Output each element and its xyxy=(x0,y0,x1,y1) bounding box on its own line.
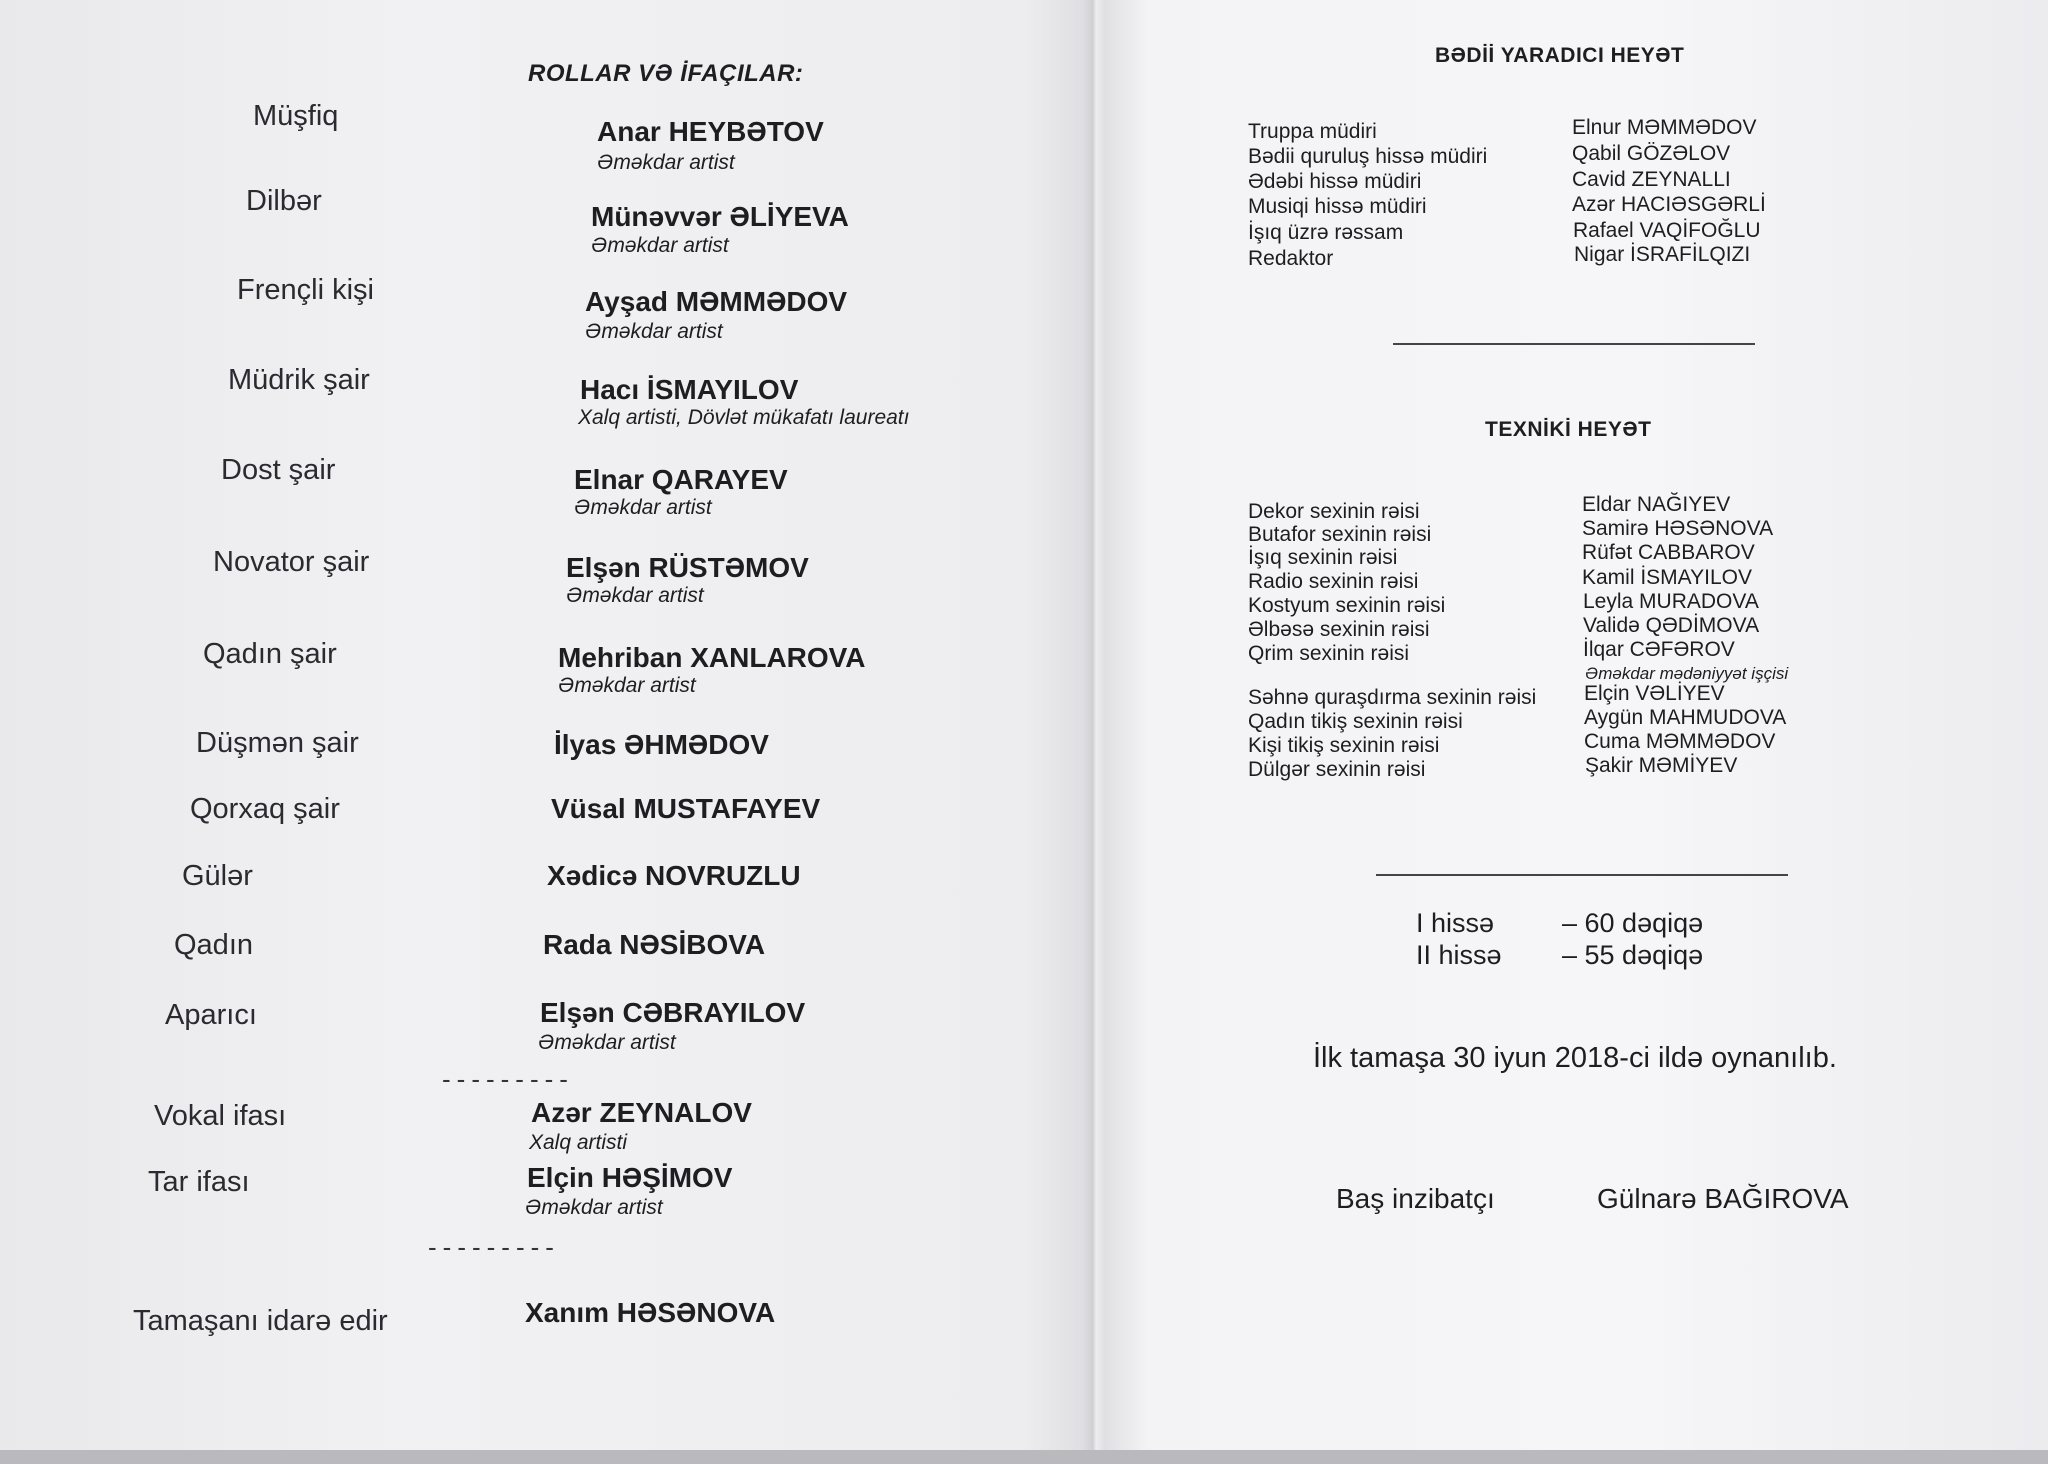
staff-row xyxy=(1110,245,2048,271)
staff-row xyxy=(1110,754,2048,784)
performer-title: Əməkdar artist xyxy=(558,674,696,697)
performer-name: Elşən CƏBRAYILOV xyxy=(540,997,806,1028)
staff-name: İlqar CƏFƏROV xyxy=(1583,638,1735,661)
technical-team-heading: TEXNİKİ HEYƏT xyxy=(1485,418,1652,441)
cast-row xyxy=(0,185,1080,255)
role-name: Qadın xyxy=(174,929,253,961)
staff-row xyxy=(1110,168,2048,194)
admin-role: Baş inzibatçı xyxy=(1336,1183,1495,1214)
cast-row xyxy=(0,793,1080,863)
staff-name: Aygün MAHMUDOVA xyxy=(1584,706,1787,729)
performer-name: Xədicə NOVRUZLU xyxy=(547,860,801,891)
staff-row xyxy=(1110,219,2048,245)
staff-position: Kişi tikiş sexinin rəisi xyxy=(1248,734,1440,757)
section-divider xyxy=(1376,874,1788,876)
admin-name: Gülnarə BAĞIROVA xyxy=(1597,1183,1849,1214)
staff-position: Kostyum sexinin rəisi xyxy=(1248,594,1446,617)
performer-name: Mehriban XANLAROVA xyxy=(558,642,866,673)
performer-name: Hacı İSMAYILOV xyxy=(580,374,799,405)
performer-name: Elşən RÜSTƏMOV xyxy=(566,552,809,583)
cast-row xyxy=(0,638,1080,708)
duration-part: II hissə xyxy=(1416,940,1502,970)
staff-name: Nigar İSRAFİLQIZI xyxy=(1574,243,1751,266)
staff-row xyxy=(1110,143,2048,169)
staff-row xyxy=(1110,682,2048,712)
staff-position: Redaktor xyxy=(1248,247,1334,270)
performer-name: Azər ZEYNALOV xyxy=(531,1097,752,1128)
staff-name: Qabil GÖZƏLOV xyxy=(1572,142,1731,165)
staff-name: Azər HACIƏSGƏRLİ xyxy=(1572,193,1766,216)
performer-name: İlyas ƏHMƏDOV xyxy=(554,729,769,760)
dashed-separator: --------- xyxy=(442,1064,574,1094)
music-row xyxy=(0,1097,1080,1170)
staff-name: Elnur MƏMMƏDOV xyxy=(1572,116,1757,139)
performer-title: Əməkdar artist xyxy=(525,1196,663,1219)
role-name: Frençli kişi xyxy=(237,274,374,306)
cast-row xyxy=(0,546,1080,616)
role-name: Aparıcı xyxy=(165,999,257,1031)
staff-row xyxy=(1110,638,2048,668)
staff-position: Qadın tikiş sexinin rəisi xyxy=(1248,710,1463,733)
performer-title: Əməkdar artist xyxy=(591,234,729,257)
staff-name: Leyla MURADOVA xyxy=(1583,590,1759,613)
staff-position: Musiqi hissə müdiri xyxy=(1248,195,1427,218)
staff-row xyxy=(1110,614,2048,644)
staff-position: Səhnə quraşdırma sexinin rəisi xyxy=(1248,686,1537,709)
staff-row xyxy=(1110,517,2048,548)
staff-position: İşıq sexinin rəisi xyxy=(1248,546,1398,569)
role-name: Dost şair xyxy=(221,454,336,486)
staff-name: Rafael VAQİFOĞLU xyxy=(1573,219,1761,242)
music-row xyxy=(0,1162,1080,1236)
cast-row xyxy=(0,100,1080,174)
staff-name: Validə QƏDİMOVA xyxy=(1583,614,1760,637)
cast-row xyxy=(0,860,1080,930)
role-name: Tamaşanı idarə edir xyxy=(133,1305,388,1337)
staff-position: İşıq üzrə rəssam xyxy=(1248,221,1404,244)
performer-title: Əməkdar artist xyxy=(538,1031,676,1054)
staff-position: Əlbəsə sexinin rəisi xyxy=(1248,618,1430,641)
staff-position: Dülgər sexinin rəisi xyxy=(1248,758,1426,781)
page-fold xyxy=(1083,0,1105,1464)
cast-row xyxy=(0,274,1080,344)
duration-value: – 55 dəqiqə xyxy=(1562,940,1704,970)
performer-name: Elçin HƏŞİMOV xyxy=(527,1162,733,1193)
performer-name: Xanım HƏSƏNOVA xyxy=(525,1297,776,1328)
staff-position: Ədəbi hissə müdiri xyxy=(1248,170,1422,193)
cast-row xyxy=(0,727,1080,797)
role-name: Düşmən şair xyxy=(196,727,359,759)
staff-name: Rüfət CABBAROV xyxy=(1582,541,1755,564)
cast-row xyxy=(0,999,1080,1069)
cast-row xyxy=(0,364,1080,434)
performer-name: Rada NƏSİBOVA xyxy=(543,929,766,960)
crew-page xyxy=(1110,0,2048,1464)
section-divider xyxy=(1393,343,1755,345)
staff-position: Dekor sexinin rəisi xyxy=(1248,500,1420,523)
performer-title: Xalq artisti, Dövlət mükafatı laureatı xyxy=(578,406,910,429)
staff-name: Eldar NAĞIYEV xyxy=(1582,493,1731,516)
performer-name: Elnar QARAYEV xyxy=(574,464,788,495)
staff-name: Kamil İSMAYILOV xyxy=(1582,566,1752,589)
role-name: Dilbər xyxy=(246,185,322,217)
staff-position: Radio sexinin rəisi xyxy=(1248,570,1419,593)
staff-row xyxy=(1110,730,2048,760)
role-name: Qadın şair xyxy=(203,638,337,670)
cast-row xyxy=(0,929,1080,999)
staff-row xyxy=(1110,706,2048,736)
role-name: Vokal ifası xyxy=(154,1100,287,1132)
role-name: Novator şair xyxy=(213,546,370,578)
performer-title: Əməkdar artist xyxy=(574,496,712,519)
performer-title: Əməkdar artist xyxy=(597,151,735,174)
staff-row xyxy=(1110,541,2048,572)
staff-name: Şakir MƏMİYEV xyxy=(1585,754,1738,777)
cast-row xyxy=(0,454,1080,524)
staff-row xyxy=(1110,493,2048,524)
staff-row xyxy=(1110,590,2048,620)
cast-heading: ROLLAR VƏ İFAÇILAR: xyxy=(528,60,804,87)
role-name: Qorxaq şair xyxy=(190,793,340,825)
staff-row xyxy=(1110,193,2048,219)
performer-name: Vüsal MUSTAFAYEV xyxy=(551,793,821,824)
staff-position: Bədii quruluş hissə müdiri xyxy=(1248,145,1488,168)
role-name: Gülər xyxy=(182,860,253,892)
duration-part: I hissə xyxy=(1416,908,1495,938)
staff-note: Əməkdar mədəniyyət işçisi xyxy=(1585,664,1789,683)
performer-name: Ayşad MƏMMƏDOV xyxy=(585,286,848,317)
staff-name: Cuma MƏMMƏDOV xyxy=(1584,730,1776,753)
staff-name: Samirə HƏSƏNOVA xyxy=(1582,517,1774,540)
performer-title: Əməkdar artist xyxy=(585,320,723,343)
duration-value: – 60 dəqiqə xyxy=(1562,908,1704,938)
staff-position: Butafor sexinin rəisi xyxy=(1248,523,1432,546)
performer-name: Anar HEYBƏTOV xyxy=(597,116,824,147)
dashed-separator: --------- xyxy=(428,1232,560,1262)
staff-position: Qrim sexinin rəisi xyxy=(1248,642,1410,665)
performer-name: Münəvvər ƏLİYEVA xyxy=(591,201,849,232)
premiere-note: İlk tamaşa 30 iyun 2018-ci ildə oynanılıb. xyxy=(1313,1042,1837,1074)
performer-title: Xalq artisti xyxy=(529,1131,628,1154)
staff-position: Truppa müdiri xyxy=(1248,120,1377,143)
staff-name: Cavid ZEYNALLI xyxy=(1572,168,1731,191)
stage-manager-row xyxy=(0,1297,1080,1375)
role-name: Tar ifası xyxy=(148,1166,250,1198)
role-name: Müşfiq xyxy=(253,100,339,132)
staff-row xyxy=(1110,118,2048,144)
creative-team-heading: BƏDİİ YARADICI HEYƏT xyxy=(1435,44,1685,67)
performer-title: Əməkdar artist xyxy=(566,584,704,607)
role-name: Müdrik şair xyxy=(228,364,370,396)
staff-row xyxy=(1110,566,2048,596)
staff-name: Elçin VƏLİYEV xyxy=(1584,682,1725,705)
